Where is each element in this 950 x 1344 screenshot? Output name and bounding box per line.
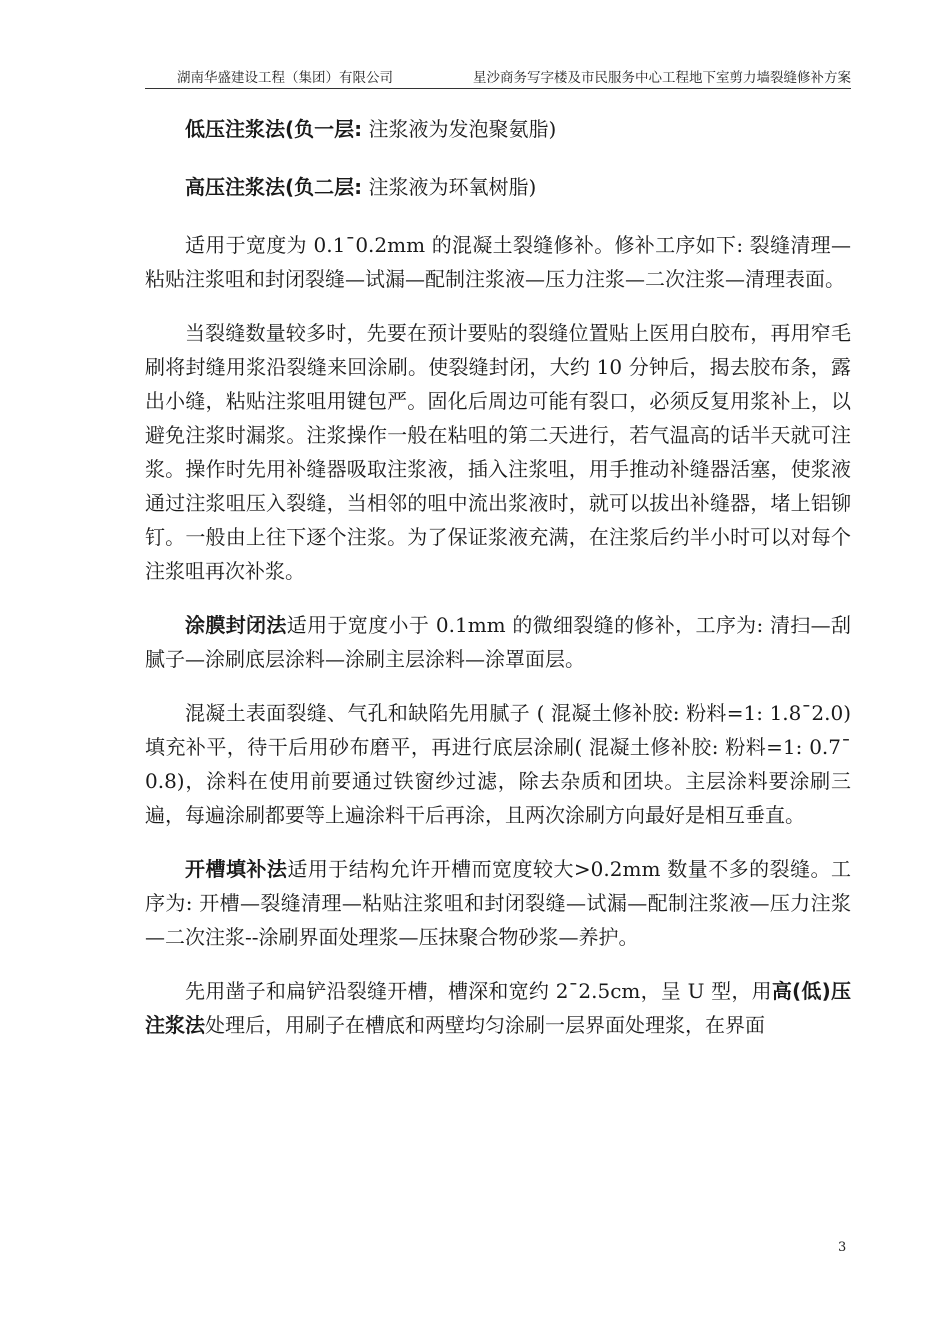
paragraph-coating-sealing bbox=[145, 608, 851, 676]
bold-term: 低压注浆法(负一层: bbox=[185, 117, 363, 141]
paragraph-putty-coating bbox=[145, 696, 851, 832]
paragraph-groove-filling bbox=[145, 852, 851, 954]
bold-term: 开槽填补法 bbox=[185, 857, 288, 881]
bold-term: 高压注浆法(负二层: bbox=[185, 175, 363, 199]
header-project-title: 星沙商务写字楼及市民服务中心工程地下室剪力墙裂缝修补方案 bbox=[473, 70, 851, 86]
bold-term: 涂膜封闭法 bbox=[185, 613, 287, 637]
paragraph-text: 适用于宽度为 0.1¯0.2mm 的混凝土裂缝修补。修补工序如下: 裂缝清理—粘贴注浆咀和封闭裂缝—试漏—配制注浆液—压力注浆—二次注浆—清理表面。 bbox=[145, 233, 851, 291]
paragraph-grouting-operation bbox=[145, 316, 851, 588]
paragraph-text: 注浆液为发泡聚氨脂) bbox=[362, 117, 557, 141]
paragraph-text: 适用于结构允许开槽而宽度较大>0.2mm 数量不多的裂缝。工序为: 开槽—裂缝清理—粘贴注浆咀和封闭裂缝—试漏—配制注浆液—压力注浆—二次注浆--涂刷界面处理浆—压抹聚合物砂浆—养护。 bbox=[145, 857, 852, 949]
document-body bbox=[145, 112, 851, 1062]
paragraph-text: 当裂缝数量较多时，先要在预计要贴的裂缝位置贴上医用白胶布，再用窄毛刷将封缝用浆沿裂缝来回涂刷。使裂缝封闭，大约 10 分钟后，揭去胶布条，露出小缝，粘贴注浆咀用键包严。固化后周边可能有裂口，必须反复用浆补上，以避免注浆时漏浆。注浆操作一般在粘咀的第二天进行，若气温高的话半天就可注浆。操作时先用补缝器吸取注浆液，插入注浆咀，用手推动补缝器活塞，使浆液通过注浆咀压入裂缝，当相邻的咀中流出浆液时，就可以拔出补缝器，堵上铝铆钉。一般由上往下逐个注浆。为了保证浆液充满，在注浆后约半小时可以对每个注浆咀再次补浆。 bbox=[145, 321, 851, 583]
page-header bbox=[145, 66, 851, 89]
bold-term: 高(低)压注浆法 bbox=[145, 979, 852, 1037]
paragraph-text-continued: 处理后，用刷子在槽底和两壁均匀涂刷一层界面处理浆，在界面 bbox=[205, 1013, 765, 1037]
paragraph-text: 先用凿子和扁铲沿裂缝开槽，槽深和宽约 2¯2.5cm，呈 U 型，用 bbox=[185, 979, 772, 1003]
paragraph-text: 混凝土表面裂缝、气孔和缺陷先用腻子 ( 混凝土修补胶: 粉料=1: 1.8¯2.0)填充补平，待干后用砂布磨平，再进行底层涂刷( 混凝土修补胶: 粉料=1: 0.7¯0.8)，涂料在使用前要通过铁窗纱过滤，除去杂质和团块。主层涂料要涂刷三遍，每遍涂刷都要等上遍涂料干后再涂，且两次涂刷方向最好是相互垂直。 bbox=[145, 701, 851, 827]
paragraph-groove-procedure bbox=[145, 974, 851, 1042]
header-company: 湖南华盛建设工程（集团）有限公司 bbox=[177, 70, 393, 86]
paragraph-high-pressure-grouting bbox=[145, 170, 851, 204]
paragraph-repair-procedure bbox=[145, 228, 851, 296]
paragraph-text: 适用于宽度小于 0.1mm 的微细裂缝的修补，工序为: 清扫—刮腻子—涂刷底层涂料—涂刷主层涂料—涂罩面层。 bbox=[145, 613, 852, 671]
paragraph-low-pressure-grouting bbox=[145, 112, 851, 146]
page-number: 3 bbox=[838, 1240, 847, 1255]
paragraph-text: 注浆液为环氧树脂) bbox=[362, 175, 537, 199]
